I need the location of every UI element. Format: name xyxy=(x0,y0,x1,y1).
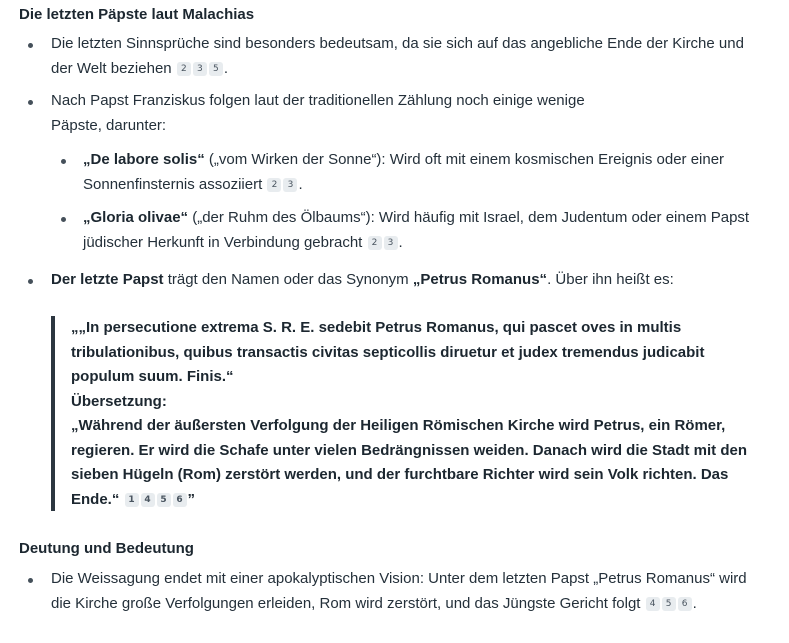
citation-badge[interactable]: 4 xyxy=(141,493,155,507)
bullet xyxy=(28,578,33,583)
list-item xyxy=(51,89,761,138)
list-item xyxy=(83,206,763,255)
item-end: . xyxy=(223,59,228,77)
citation-badge[interactable]: 2 xyxy=(368,236,382,250)
bullet xyxy=(61,217,66,222)
item-end: . xyxy=(298,175,303,193)
citation-badge[interactable]: 2 xyxy=(267,178,281,192)
citation-badge[interactable]: 4 xyxy=(646,597,660,611)
bullet xyxy=(61,159,66,164)
list-item xyxy=(83,148,763,197)
item-text-line1: Nach Papst Franziskus folgen laut der traditionellen Zählung noch einige wenige xyxy=(51,92,585,109)
citation-badge[interactable]: 3 xyxy=(283,178,297,192)
citation-badge[interactable]: 1 xyxy=(125,493,139,507)
citation-badge[interactable]: 5 xyxy=(662,597,676,611)
citation-badge[interactable]: 6 xyxy=(678,597,692,611)
list-item xyxy=(51,32,761,81)
item-bold: Der letzte Papst xyxy=(51,271,164,288)
item-text: („der Ruhm des Ölbaums“): Wird häufig mit Israel, dem Judentum oder einem Papst jüdischer Herkunft in Verbindung gebracht xyxy=(83,209,750,251)
bullet xyxy=(28,279,33,284)
item-bold: „Petrus Romanus“ xyxy=(412,271,548,288)
citation-badge[interactable]: 5 xyxy=(209,62,223,76)
item-text: . Über ihn heißt es: xyxy=(547,271,674,288)
item-text: trägt den Namen oder das Synonym xyxy=(163,271,413,288)
citation-badge[interactable]: 3 xyxy=(193,62,207,76)
bullet xyxy=(28,43,33,48)
quote-end: ” xyxy=(187,490,196,508)
item-text: Die letzten Sinnsprüche sind besonders bedeutsam, da sie sich auf das angebliche Ende der Kirche und der Welt beziehen xyxy=(51,35,744,77)
section-heading-malachias: Die letzten Päpste laut Malachias xyxy=(19,6,255,23)
item-text: Die Weissagung endet mit einer apokalyptischen Vision: Unter dem letzten Papst „Petrus Romanus“ wird die Kirche große Verfolgungen erleiden, Rom wird zerstört, und das Jüngste Gericht folgt xyxy=(51,570,747,612)
quote-latin: „„In persecutione extrema S. R. E. sedebit Petrus Romanus, qui pascet oves in multis tribulationibus, quibus transactis civitas septicollis diruetur et judex tremendus judicabit populum suum. Finis.“ xyxy=(71,319,705,385)
item-end: . xyxy=(398,233,403,251)
item-text-line2: Päpste, darunter: xyxy=(51,116,167,134)
citation-badge[interactable]: 2 xyxy=(177,62,191,76)
citation-badge[interactable]: 3 xyxy=(384,236,398,250)
item-end: . xyxy=(692,594,697,612)
section-heading-deutung: Deutung und Bedeutung xyxy=(19,540,194,557)
item-text: („vom Wirken der Sonne“): Wird oft mit einem kosmischen Ereignis oder einer Sonnenfinsternis assoziiert xyxy=(83,151,725,193)
item-bold: „De labore solis“ xyxy=(83,151,205,168)
quote-german: „Während der äußersten Verfolgung der Heiligen Römischen Kirche wird Petrus, ein Römer, regieren. Er wird die Schafe unter vielen Bedrängnissen weiden. Danach wird die Stadt mit den sieben Hügeln (Rom) zerstört werden, und der furchtbare Richter wird sein Volk richten. Das Ende.“ xyxy=(71,417,748,508)
citation-badge[interactable]: 6 xyxy=(173,493,187,507)
citation-badge[interactable]: 5 xyxy=(157,493,171,507)
blockquote xyxy=(51,316,755,511)
bullet xyxy=(28,100,33,105)
list-item xyxy=(51,567,751,616)
item-bold: „Gloria olivae“ xyxy=(83,209,189,226)
quote-translation-label: Übersetzung: xyxy=(71,392,167,410)
list-item xyxy=(51,268,771,293)
